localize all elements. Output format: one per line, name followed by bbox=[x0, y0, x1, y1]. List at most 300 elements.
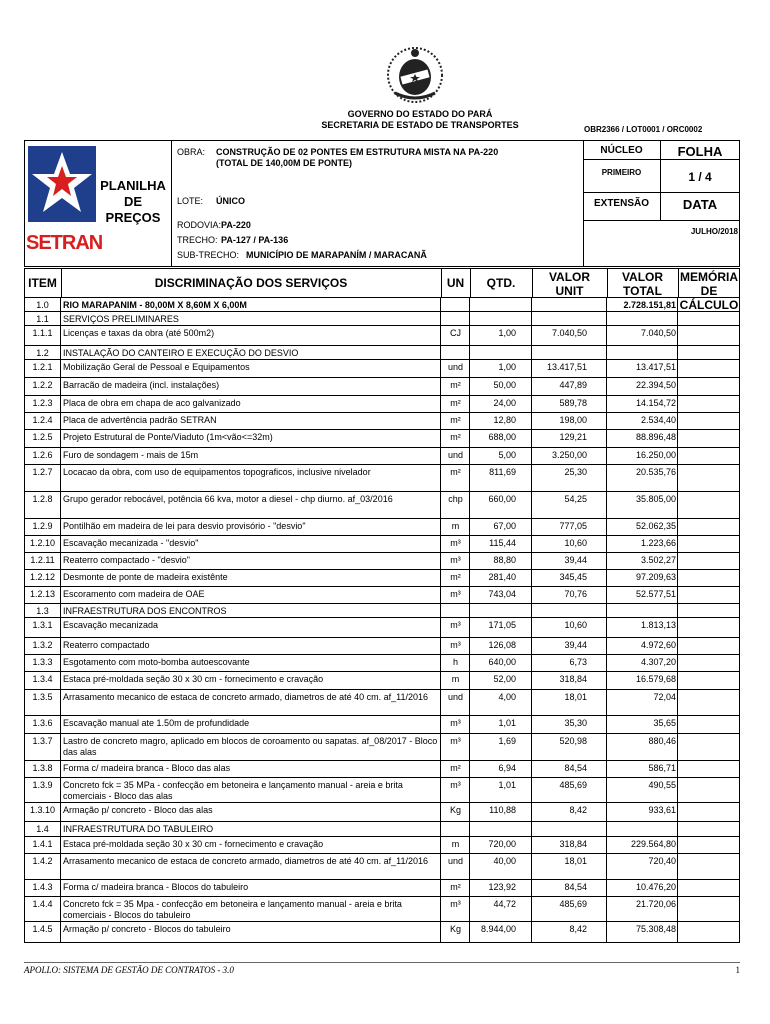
row-unit-value: 8,42 bbox=[569, 924, 587, 934]
row-item-code: 1.3.9 bbox=[32, 780, 53, 790]
coat-of-arms-emblem bbox=[385, 45, 445, 105]
row-memoria-cell bbox=[678, 837, 740, 854]
row-item-code: 1.3.6 bbox=[32, 718, 53, 728]
row-quantity: 8.944,00 bbox=[480, 924, 516, 934]
row-unit-value: 10,60 bbox=[564, 538, 587, 548]
data-label: DATA bbox=[682, 197, 718, 212]
row-quantity: 52,00 bbox=[493, 674, 516, 684]
row-unit-value: 84,54 bbox=[564, 763, 587, 773]
row-quantity: 1,00 bbox=[498, 362, 516, 372]
row-total-value: 3.502,27 bbox=[640, 555, 676, 565]
row-unit-value bbox=[532, 312, 607, 326]
row-unit: und bbox=[447, 450, 464, 460]
row-quantity: 743,04 bbox=[488, 589, 516, 599]
row-unit: m³ bbox=[450, 589, 461, 599]
row-unit-value: 198,00 bbox=[559, 415, 587, 425]
table-row bbox=[24, 618, 740, 638]
table-row bbox=[24, 734, 740, 761]
row-quantity: 44,72 bbox=[493, 899, 516, 909]
row-item-code: 1.3.4 bbox=[32, 674, 53, 684]
row-memoria-cell bbox=[678, 922, 740, 943]
row-total-value: 586,71 bbox=[648, 763, 676, 773]
subtrecho-label: SUB-TRECHO: bbox=[177, 250, 240, 260]
lote-value: ÚNICO bbox=[216, 196, 245, 206]
row-total-value: 22.394,50 bbox=[635, 380, 676, 390]
table-row bbox=[24, 803, 740, 822]
table-row bbox=[24, 690, 740, 716]
row-quantity: 1,01 bbox=[498, 780, 516, 790]
data-value: JULHO/2018 bbox=[690, 227, 738, 236]
row-unit-value: 318,84 bbox=[559, 839, 587, 849]
row-total-value: 75.308,48 bbox=[635, 924, 676, 934]
row-unit: m bbox=[451, 839, 460, 849]
row-quantity bbox=[470, 298, 532, 312]
row-unit-value: 3.250,00 bbox=[551, 450, 587, 460]
row-quantity: 123,92 bbox=[488, 882, 516, 892]
row-total-value: 88.896,48 bbox=[635, 432, 676, 442]
row-quantity: 126,08 bbox=[488, 640, 516, 650]
row-description: Licenças e taxas da obra (até 500m2) bbox=[63, 328, 215, 338]
row-unit: h bbox=[452, 657, 458, 667]
row-unit: m bbox=[451, 521, 460, 531]
row-memoria-cell bbox=[678, 346, 740, 360]
row-memoria-cell bbox=[678, 587, 740, 604]
row-unit-value: 18,01 bbox=[564, 692, 587, 702]
row-description: Arrasamento mecanico de estaca de concreto armado, diametros de até 40 cm. af_11/2016 bbox=[63, 856, 429, 866]
row-unit: m² bbox=[450, 398, 461, 408]
row-description: INFRAESTRUTURA DOS ENCONTROS bbox=[63, 606, 227, 616]
footer-page-number: 1 bbox=[735, 965, 740, 975]
table-row bbox=[24, 448, 740, 465]
col-un: UN bbox=[446, 276, 465, 290]
folha-label: FOLHA bbox=[677, 144, 723, 159]
document-code: OBR2366 / LOT0001 / ORC0002 bbox=[584, 125, 703, 134]
row-total-value bbox=[607, 822, 678, 837]
row-quantity bbox=[470, 822, 532, 837]
row-description: Escavação manual ate 1.50m de profundidade bbox=[63, 718, 250, 728]
table-row bbox=[24, 604, 740, 618]
row-memoria-cell bbox=[678, 492, 740, 519]
row-unit-value bbox=[532, 822, 607, 837]
row-total-value: 7.040,50 bbox=[640, 328, 676, 338]
table-row bbox=[24, 346, 740, 360]
row-memoria-cell bbox=[678, 761, 740, 778]
nucleo-value: PRIMEIRO bbox=[601, 168, 642, 177]
row-unit: m³ bbox=[450, 736, 461, 746]
table-row bbox=[24, 298, 740, 312]
row-memoria-cell bbox=[678, 396, 740, 413]
lote-label: LOTE: bbox=[177, 196, 204, 206]
row-unit: m² bbox=[450, 572, 461, 582]
row-description: INFRAESTRUTURA DO TABULEIRO bbox=[63, 824, 214, 834]
row-unit-value: 345,45 bbox=[559, 572, 587, 582]
row-total-value: 52.062,35 bbox=[635, 521, 676, 531]
row-memoria-cell bbox=[678, 378, 740, 396]
row-description: INSTALAÇÃO DO CANTEIRO E EXECUÇÃO DO DESVIO bbox=[63, 348, 299, 358]
row-unit: Kg bbox=[449, 924, 461, 934]
row-unit-value bbox=[532, 604, 607, 618]
row-item-code: 1.3.5 bbox=[32, 692, 53, 702]
row-unit-value: 13.417,51 bbox=[546, 362, 587, 372]
row-memoria-cell bbox=[678, 312, 740, 326]
row-unit: Kg bbox=[449, 805, 461, 815]
row-description: Desmonte de ponte de madeira existênte bbox=[63, 572, 228, 582]
trecho-value: PA-127 / PA-136 bbox=[221, 235, 289, 245]
table-row bbox=[24, 897, 740, 922]
row-total-value: 20.535,76 bbox=[635, 467, 676, 477]
row-quantity: 281,40 bbox=[488, 572, 516, 582]
row-unit: und bbox=[447, 692, 464, 702]
row-unit: m³ bbox=[450, 538, 461, 548]
row-unit-value: 318,84 bbox=[559, 674, 587, 684]
row-memoria-cell bbox=[678, 880, 740, 897]
row-description: Pontilhão em madeira de lei para desvio provisório - "desvio" bbox=[63, 521, 306, 531]
row-quantity bbox=[470, 346, 532, 360]
row-quantity: 67,00 bbox=[493, 521, 516, 531]
subtrecho-value: MUNICÍPIO DE MARAPANÍM / MARACANÃ bbox=[246, 250, 427, 260]
row-item-code: 1.3.3 bbox=[32, 657, 53, 667]
table-row bbox=[24, 413, 740, 430]
row-memoria-cell bbox=[678, 360, 740, 378]
row-item-code: 1.1.1 bbox=[32, 328, 53, 338]
row-item-code: 1.3.10 bbox=[29, 805, 56, 815]
row-total-value: 16.579,68 bbox=[635, 674, 676, 684]
row-item-code: 1.2.6 bbox=[32, 450, 53, 460]
row-total-value: 1.223,66 bbox=[640, 538, 676, 548]
row-memoria-cell bbox=[678, 604, 740, 618]
row-item-code: 1.2.4 bbox=[32, 415, 53, 425]
row-description: Placa de advertência padrão SETRAN bbox=[63, 415, 217, 425]
row-memoria-cell bbox=[678, 672, 740, 690]
row-quantity: 1,00 bbox=[498, 328, 516, 338]
row-memoria-cell bbox=[678, 690, 740, 716]
row-memoria-cell bbox=[678, 465, 740, 492]
setran-star-logo bbox=[28, 146, 96, 222]
obra-line2: (TOTAL DE 140,00M DE PONTE) bbox=[216, 158, 353, 168]
row-unit: und bbox=[447, 856, 464, 866]
table-row bbox=[24, 761, 740, 778]
row-unit: m³ bbox=[450, 899, 461, 909]
row-quantity: 1,69 bbox=[498, 736, 516, 746]
nucleo-label: NÚCLEO bbox=[600, 145, 643, 156]
col-memoria: MEMÓRIA DE CÁLCULO bbox=[679, 270, 739, 312]
row-item-code: 1.2.9 bbox=[32, 521, 53, 531]
trecho-label: TRECHO: bbox=[177, 235, 218, 245]
table-row bbox=[24, 837, 740, 854]
row-unit-value: 7.040,50 bbox=[551, 328, 587, 338]
table-row bbox=[24, 360, 740, 378]
row-quantity: 660,00 bbox=[488, 494, 516, 504]
row-unit: m² bbox=[450, 882, 461, 892]
row-unit-value: 39,44 bbox=[564, 555, 587, 565]
rodovia-value: PA-220 bbox=[221, 220, 251, 230]
row-description: SERVIÇOS PRELIMINARES bbox=[63, 314, 179, 324]
table-row bbox=[24, 553, 740, 570]
row-unit-value: 35,30 bbox=[564, 718, 587, 728]
row-unit: m² bbox=[450, 415, 461, 425]
row-description: Reaterro compactado bbox=[63, 640, 150, 650]
row-item-code: 1.3.2 bbox=[32, 640, 53, 650]
row-quantity: 110,88 bbox=[489, 805, 516, 815]
table-row bbox=[24, 430, 740, 448]
row-description: Locacao da obra, com uso de equipamentos topograficos, inclusive nivelador bbox=[63, 467, 371, 477]
row-quantity: 720,00 bbox=[488, 839, 516, 849]
table-row bbox=[24, 312, 740, 326]
obra-label: OBRA: bbox=[177, 147, 206, 157]
row-quantity: 6,94 bbox=[498, 763, 516, 773]
row-quantity bbox=[470, 604, 532, 618]
row-unit: m² bbox=[450, 467, 461, 477]
table-row bbox=[24, 492, 740, 519]
row-description: Concreto fck = 35 MPa - confecção em betoneira e lançamento manual - areia e brita comerciais - Bloco das alas bbox=[63, 780, 403, 801]
row-quantity: 688,00 bbox=[488, 432, 516, 442]
row-memoria-cell bbox=[678, 519, 740, 536]
row-total-value: 10.476,20 bbox=[635, 882, 676, 892]
obra-line1: CONSTRUÇÃO DE 02 PONTES EM ESTRUTURA MISTA NA PA-220 bbox=[216, 147, 499, 157]
row-total-value bbox=[607, 346, 678, 360]
row-total-value: 229.564,80 bbox=[630, 839, 676, 849]
row-memoria-cell bbox=[678, 716, 740, 734]
col-qtd: QTD. bbox=[486, 276, 516, 290]
table-row bbox=[24, 587, 740, 604]
row-total-value: 2.728.151,81 bbox=[623, 300, 676, 310]
row-unit bbox=[441, 822, 470, 837]
row-description: Forma c/ madeira branca - Blocos do tabuleiro bbox=[63, 882, 249, 892]
row-description: RIO MARAPANIM - 80,00M X 8,60M X 6,00M bbox=[63, 300, 247, 310]
row-unit: m³ bbox=[450, 640, 461, 650]
setran-logo-text: SETRAN bbox=[26, 232, 103, 254]
row-unit-value bbox=[532, 298, 607, 312]
row-quantity: 1,01 bbox=[498, 718, 516, 728]
table-row bbox=[24, 922, 740, 943]
row-memoria-cell bbox=[678, 803, 740, 822]
row-total-value: 52.577,51 bbox=[635, 589, 676, 599]
row-description: Furo de sondagem - mais de 15m bbox=[63, 450, 199, 460]
row-item-code: 1.2.12 bbox=[29, 572, 56, 582]
row-unit: m³ bbox=[450, 620, 461, 630]
row-unit: m² bbox=[450, 763, 461, 773]
row-item-code: 1.0 bbox=[36, 300, 49, 310]
row-quantity: 40,00 bbox=[493, 856, 516, 866]
row-total-value: 16.250,00 bbox=[635, 450, 676, 460]
row-item-code: 1.2.3 bbox=[32, 398, 53, 408]
row-item-code: 1.3 bbox=[36, 606, 49, 616]
col-valor-total: VALOR TOTAL bbox=[621, 270, 664, 298]
table-row bbox=[24, 326, 740, 346]
row-unit: m bbox=[451, 674, 460, 684]
row-unit bbox=[441, 346, 470, 360]
row-memoria-cell bbox=[678, 638, 740, 655]
table-row bbox=[24, 778, 740, 803]
government-title: GOVERNO DO ESTADO DO PARÁ bbox=[347, 109, 493, 119]
row-unit-value: 18,01 bbox=[564, 856, 587, 866]
row-unit: und bbox=[447, 362, 464, 372]
table-row bbox=[24, 655, 740, 672]
table-row bbox=[24, 716, 740, 734]
row-total-value: 2.534,40 bbox=[640, 415, 676, 425]
row-quantity: 88,80 bbox=[493, 555, 516, 565]
row-unit-value: 447,89 bbox=[559, 380, 587, 390]
row-total-value: 4.307,20 bbox=[640, 657, 676, 667]
table-row bbox=[24, 378, 740, 396]
row-unit-value: 485,69 bbox=[559, 899, 587, 909]
col-valor-unit: VALOR UNIT bbox=[548, 270, 591, 298]
row-total-value: 880,46 bbox=[648, 736, 676, 746]
row-description: Forma c/ madeira branca - Bloco das alas bbox=[63, 763, 231, 773]
row-total-value: 490,55 bbox=[648, 780, 676, 790]
row-memoria-cell bbox=[678, 822, 740, 837]
row-memoria-cell bbox=[678, 430, 740, 448]
row-total-value: 1.813,13 bbox=[640, 620, 676, 630]
row-quantity: 50,00 bbox=[493, 380, 516, 390]
row-unit: CJ bbox=[450, 328, 461, 338]
row-unit: m³ bbox=[450, 780, 461, 790]
row-description: Placa de obra em chapa de aco galvanizado bbox=[63, 398, 241, 408]
row-item-code: 1.2.10 bbox=[29, 538, 56, 548]
row-description: Lastro de concreto magro, aplicado em blocos de coroamento ou sapatas. af_08/2017 - Bloco das alas bbox=[63, 736, 438, 757]
table-row bbox=[24, 880, 740, 897]
row-description: Escoramento com madeira de OAE bbox=[63, 589, 205, 599]
row-unit-value: 39,44 bbox=[564, 640, 587, 650]
row-total-value: 35.805,00 bbox=[635, 494, 676, 504]
row-memoria-cell bbox=[678, 618, 740, 638]
row-item-code: 1.4 bbox=[36, 824, 49, 834]
row-description: Estaca pré-moldada seção 30 x 30 cm - fornecimento e cravação bbox=[63, 839, 324, 849]
table-row bbox=[24, 465, 740, 492]
row-description: Escavação mecanizada - "desvio" bbox=[63, 538, 199, 548]
table-row bbox=[24, 672, 740, 690]
row-item-code: 1.2 bbox=[36, 348, 49, 358]
col-item: ITEM bbox=[28, 276, 57, 290]
row-total-value bbox=[607, 604, 678, 618]
row-item-code: 1.2.1 bbox=[32, 362, 53, 372]
row-memoria-cell bbox=[678, 734, 740, 761]
row-unit: m³ bbox=[450, 555, 461, 565]
row-quantity: 115,44 bbox=[489, 538, 516, 548]
row-description: Escavação mecanizada bbox=[63, 620, 159, 630]
row-unit bbox=[441, 312, 470, 326]
row-description: Esgotamento com moto-bomba autoescovante bbox=[63, 657, 250, 667]
row-memoria-cell bbox=[678, 326, 740, 346]
row-total-value: 4.972,60 bbox=[640, 640, 676, 650]
row-item-code: 1.2.8 bbox=[32, 494, 53, 504]
folha-value: 1 / 4 bbox=[688, 170, 712, 184]
row-total-value: 35,65 bbox=[653, 718, 676, 728]
services-table-body bbox=[24, 298, 740, 943]
row-item-code: 1.4.4 bbox=[32, 899, 53, 909]
row-total-value: 72,04 bbox=[653, 692, 676, 702]
secretariat-title: SECRETARIA DE ESTADO DE TRANSPORTES bbox=[321, 120, 519, 130]
table-row bbox=[24, 822, 740, 837]
row-description: Armação p/ concreto - Blocos do tabuleiro bbox=[63, 924, 231, 934]
row-memoria-cell bbox=[678, 854, 740, 880]
row-description: Arrasamento mecanico de estaca de concreto armado, diametros de até 40 cm. af_11/2016 bbox=[63, 692, 429, 702]
row-quantity: 12,80 bbox=[493, 415, 516, 425]
row-quantity: 171,05 bbox=[488, 620, 516, 630]
row-quantity: 640,00 bbox=[488, 657, 516, 667]
table-row bbox=[24, 519, 740, 536]
row-description: Estaca pré-moldada seção 30 x 30 cm - fornecimento e cravação bbox=[63, 674, 324, 684]
row-description: Concreto fck = 35 Mpa - confecção em betoneira e lançamento manual - areia e brita comerciais - Blocos do tabuleiro bbox=[63, 899, 402, 920]
row-item-code: 1.2.2 bbox=[32, 380, 53, 390]
row-item-code: 1.3.8 bbox=[32, 763, 53, 773]
row-item-code: 1.4.3 bbox=[32, 882, 53, 892]
row-unit-value: 70,76 bbox=[564, 589, 587, 599]
row-item-code: 1.2.5 bbox=[32, 432, 53, 442]
table-row bbox=[24, 536, 740, 553]
row-unit-value: 54,25 bbox=[564, 494, 587, 504]
row-item-code: 1.4.5 bbox=[32, 924, 53, 934]
row-description: Armação p/ concreto - Bloco das alas bbox=[63, 805, 213, 815]
row-total-value: 14.154,72 bbox=[635, 398, 676, 408]
row-description: Grupo gerador rebocável, potência 66 kva, motor a diesel - chp diurno. af_03/2016 bbox=[63, 494, 393, 504]
row-item-code: 1.3.7 bbox=[32, 736, 53, 746]
row-memoria-cell bbox=[678, 448, 740, 465]
table-row bbox=[24, 570, 740, 587]
row-unit: m² bbox=[450, 380, 461, 390]
table-row bbox=[24, 396, 740, 413]
row-memoria-cell bbox=[678, 897, 740, 922]
row-quantity bbox=[470, 312, 532, 326]
row-memoria-cell bbox=[678, 655, 740, 672]
row-unit-value: 129,21 bbox=[559, 432, 587, 442]
row-unit bbox=[441, 298, 470, 312]
table-row bbox=[24, 638, 740, 655]
extensao-label: EXTENSÃO bbox=[593, 198, 649, 209]
row-unit: m² bbox=[450, 432, 461, 442]
row-item-code: 1.2.13 bbox=[29, 589, 56, 599]
row-unit: chp bbox=[448, 494, 463, 504]
row-unit-value: 10,60 bbox=[564, 620, 587, 630]
row-unit-value: 6,73 bbox=[569, 657, 587, 667]
row-memoria-cell bbox=[678, 298, 740, 312]
footer-system: APOLLO: SISTEMA DE GESTÃO DE CONTRATOS - 3.0 bbox=[24, 965, 234, 975]
rodovia-label: RODOVIA: bbox=[177, 220, 222, 230]
row-memoria-cell bbox=[678, 553, 740, 570]
row-unit-value: 8,42 bbox=[569, 805, 587, 815]
row-quantity: 4,00 bbox=[498, 692, 516, 702]
row-description: Projeto Estrutural de Ponte/Viaduto (1m<vão<=32m) bbox=[63, 432, 273, 442]
row-unit-value bbox=[532, 346, 607, 360]
row-memoria-cell bbox=[678, 536, 740, 553]
row-quantity: 24,00 bbox=[493, 398, 516, 408]
row-unit-value: 589,78 bbox=[559, 398, 587, 408]
row-memoria-cell bbox=[678, 413, 740, 430]
row-item-code: 1.2.7 bbox=[32, 467, 53, 477]
row-total-value: 21.720,06 bbox=[635, 899, 676, 909]
row-unit-value: 84,54 bbox=[564, 882, 587, 892]
row-item-code: 1.1 bbox=[36, 314, 49, 324]
row-total-value: 13.417,51 bbox=[635, 362, 676, 372]
row-unit-value: 520,98 bbox=[559, 736, 587, 746]
row-total-value: 933,61 bbox=[648, 805, 676, 815]
row-total-value bbox=[607, 312, 678, 326]
row-item-code: 1.4.1 bbox=[32, 839, 53, 849]
row-memoria-cell bbox=[678, 778, 740, 803]
table-row bbox=[24, 854, 740, 880]
row-total-value: 720,40 bbox=[648, 856, 676, 866]
row-item-code: 1.3.1 bbox=[32, 620, 53, 630]
row-unit bbox=[441, 604, 470, 618]
col-desc: DISCRIMINAÇÃO DOS SERVIÇOS bbox=[154, 276, 348, 290]
row-description: Mobilização Geral de Pessoal e Equipamentos bbox=[63, 362, 250, 372]
row-unit-value: 485,69 bbox=[559, 780, 587, 790]
row-total-value: 97.209,63 bbox=[635, 572, 676, 582]
row-quantity: 811,69 bbox=[489, 467, 516, 477]
row-item-code: 1.4.2 bbox=[32, 856, 53, 866]
row-description: Reaterro compactado - "desvio" bbox=[63, 555, 190, 565]
row-item-code: 1.2.11 bbox=[30, 555, 55, 565]
